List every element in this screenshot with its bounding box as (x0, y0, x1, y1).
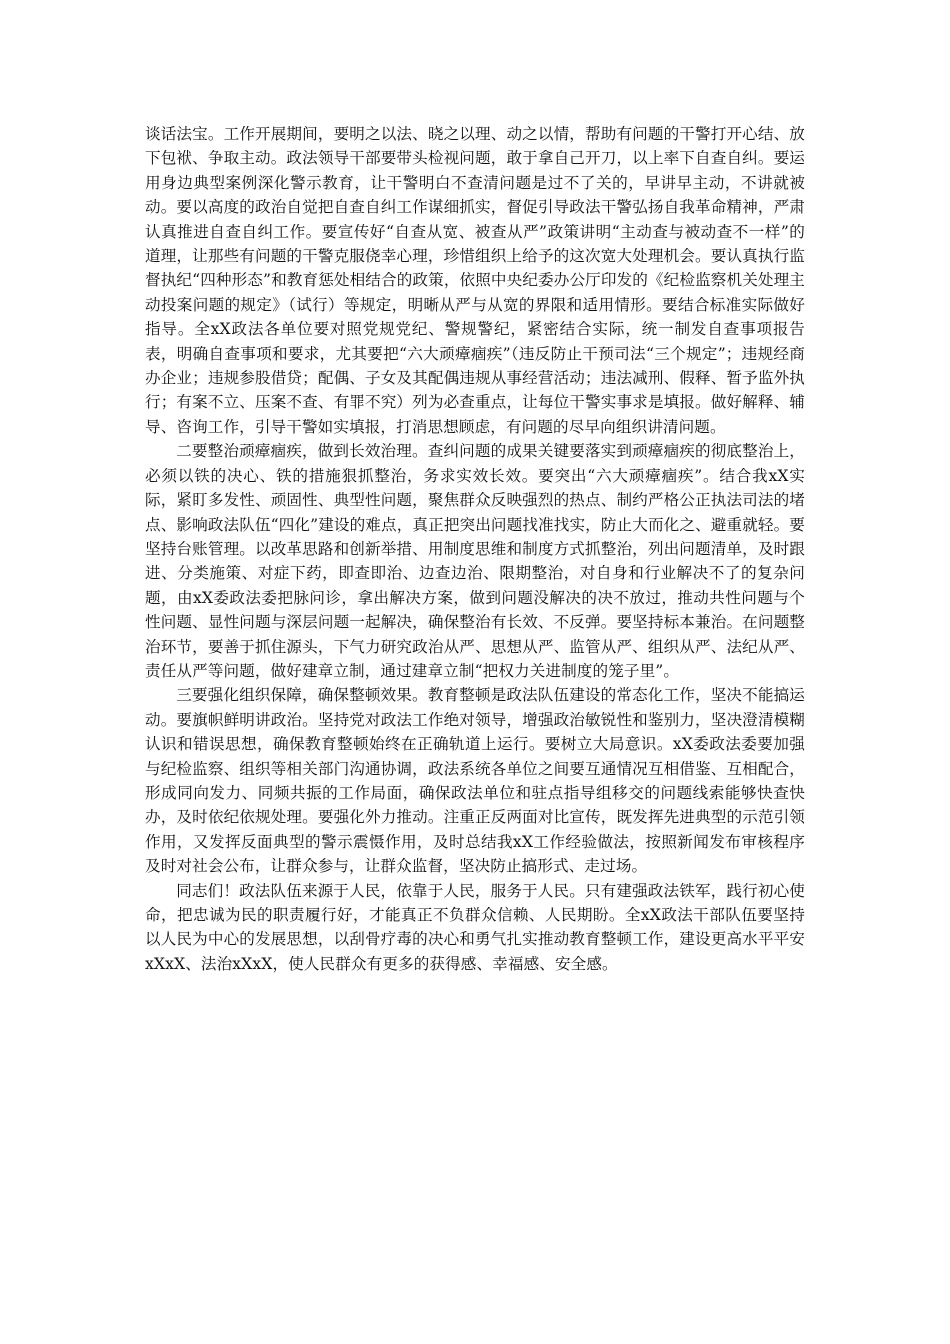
paragraph-3: 三要强化组织保障，确保整顿效果。教育整顿是政法队伍建设的常态化工作，坚决不能搞运动。要旗帜鲜明讲政治。坚持党对政法工作绝对领导，增强政治敏锐性和鉴别力，坚决澄清模糊认识和错误思想，确保教育整顿始终在正确轨道上运行。要树立大局意识。xX委政法委要加强与纪检监察、组织等相关部门沟通协调，政法系统各单位之间要互通情况互相借鉴、互相配合，形成同向发力、同频共振的工作局面，确保政法单位和驻点指导组移交的问题线索能够快查快办，及时依纪依规处理。要强化外力推动。注重正反两面对比宣传，既发挥先进典型的示范引领作用，又发挥反面典型的警示震慑作用，及时总结我xX工作经验做法，按照新闻发布审核程序及时对社会公布，让群众参与，让群众监督，坚决防止搞形式、走过场。 (145, 686, 805, 876)
paragraph-1: 谈话法宝。工作开展期间，要明之以法、晓之以理、动之以情，帮助有问题的干警打开心结、放下包袱、争取主动。政法领导干部要带头检视问题，敢于拿自己开刀，以上率下自查自纠。要运用身边典型案例深化警示教育，让干警明白不查清问题是过不了关的，早讲早主动，不讲就被动。要以高度的政治自觉把自查自纠工作谋细抓实，督促引导政法干警弘扬自我革命精神，严肃认真推进自查自纠工作。要宣传好“自查从宽、被查从严”政策讲明“主动查与被动查不一样”的道理，让那些有问题的干警克服侥幸心理，珍惜组织上给予的这次宽大处理机会。要认真执行监督执纪“四种形态”和教育惩处相结合的政策，依照中央纪委办公厅印发的《纪检监察机关处理主动投案问题的规定》（试行）等规定，明晰从严与从宽的界限和适用情形。要结合标准实际做好指导。全xX政法各单位要对照党规党纪、警规警纪，紧密结合实际，统一制发自查事项报告表，明确自查事项和要求，尤其要把“六大顽瘴痼疾”（违反防止干预司法“三个规定”；违规经商办企业；违规参股借贷；配偶、子女及其配偶违规从事经营活动；违法减刑、假释、暂予监外执行；有案不立、压案不查、有罪不究）列为必查重点，让每位干警实事求是填报。做好解释、辅导、咨询工作，引导干警如实填报，打消思想顾虑，有问题的尽早向组织讲清问题。 (145, 125, 805, 436)
paragraph-4: 同志们！政法队伍来源于人民，依靠于人民，服务于人民。只有建强政法铁军，践行初心使命，把忠诚为民的职责履行好，才能真正不负群众信赖、人民期盼。全xX政法干部队伍要坚持以人民为中心的发展思想，以刮骨疗毒的决心和勇气扎实推动教育整顿工作，建设更高水平平安xXxX、法治xXxX，使人民群众有更多的获得感、幸福感、安全感。 (145, 881, 805, 973)
document-body (145, 122, 805, 976)
paragraph-2: 二要整治顽瘴痼疾，做到长效治理。查纠问题的成果关键要落实到顽瘴痼疾的彻底整治上，必须以铁的决心、铁的措施狠抓整治，务求实效长效。要突出“六大顽瘴痼疾”。结合我xX实际，紧盯多发性、顽固性、典型性问题，聚焦群众反映强烈的热点、制约严格公正执法司法的堵点、影响政法队伍“四化”建设的难点，真正把突出问题找准找实，防止大而化之、避重就轻。要坚持台账管理。以改革思路和创新举措、用制度思维和制度方式抓整治，列出问题清单，及时跟进、分类施策、对症下药，即查即治、边查边治、限期整治，对自身和行业解决不了的复杂问题，由xX委政法委把脉问诊，拿出解决方案，做到问题没解决的决不放过，推动共性问题与个性问题、显性问题与深层问题一起解决，确保整治有长效、不反弹。要坚持标本兼治。在问题整治环节，要善于抓住源头，下气力研究政治从严、思想从严、监管从严、组织从严、法纪从严、责任从严等问题，做好建章立制，通过建章立制“把权力关进制度的笼子里”。 (145, 442, 805, 680)
